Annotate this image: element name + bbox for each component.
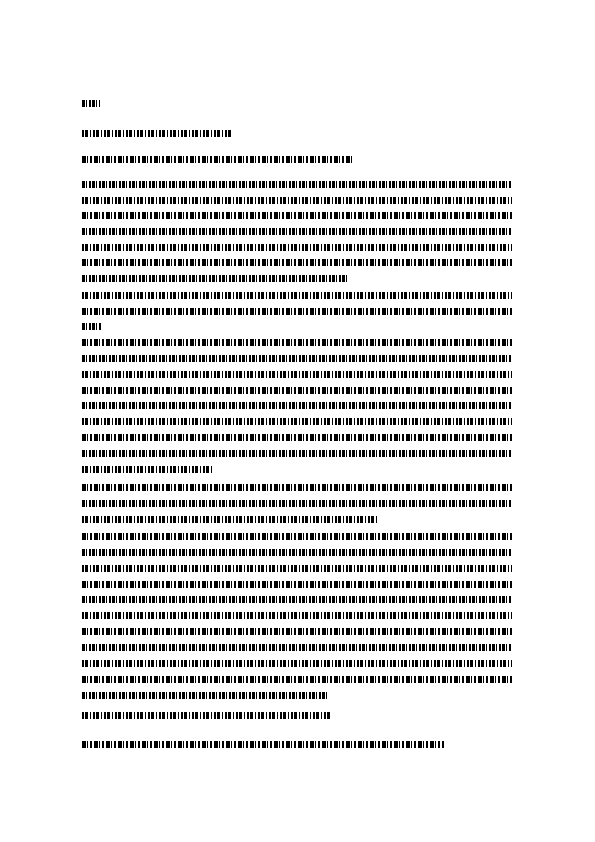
text-line <box>82 676 512 683</box>
text-line <box>82 156 352 163</box>
text-line <box>82 402 512 409</box>
text-line <box>82 259 512 266</box>
text-line <box>82 292 512 299</box>
text-line <box>82 197 512 204</box>
text-line <box>82 308 512 315</box>
text-line <box>82 355 512 362</box>
text-line <box>82 533 512 540</box>
text-line <box>82 660 512 667</box>
document-heading <box>82 100 100 107</box>
text-line <box>82 371 512 378</box>
text-line <box>82 418 512 425</box>
text-line <box>82 450 512 457</box>
text-line <box>82 212 512 219</box>
text-line <box>82 323 102 330</box>
text-line <box>82 228 512 235</box>
text-line <box>82 612 512 619</box>
text-line <box>82 500 512 507</box>
text-line <box>82 565 512 572</box>
text-line <box>82 275 347 282</box>
text-line <box>82 434 512 441</box>
text-line <box>82 484 512 491</box>
text-line <box>82 712 332 719</box>
text-line <box>82 181 512 188</box>
text-line <box>82 466 212 473</box>
document-subheading <box>82 130 232 137</box>
text-line <box>82 339 512 346</box>
text-line <box>82 596 512 603</box>
text-line <box>82 581 512 588</box>
text-line <box>82 692 327 699</box>
text-line <box>82 387 512 394</box>
text-line <box>82 644 512 651</box>
text-line <box>82 516 377 523</box>
closing-line <box>82 741 444 748</box>
text-line <box>82 549 512 556</box>
text-line <box>82 244 512 251</box>
text-line <box>82 628 512 635</box>
